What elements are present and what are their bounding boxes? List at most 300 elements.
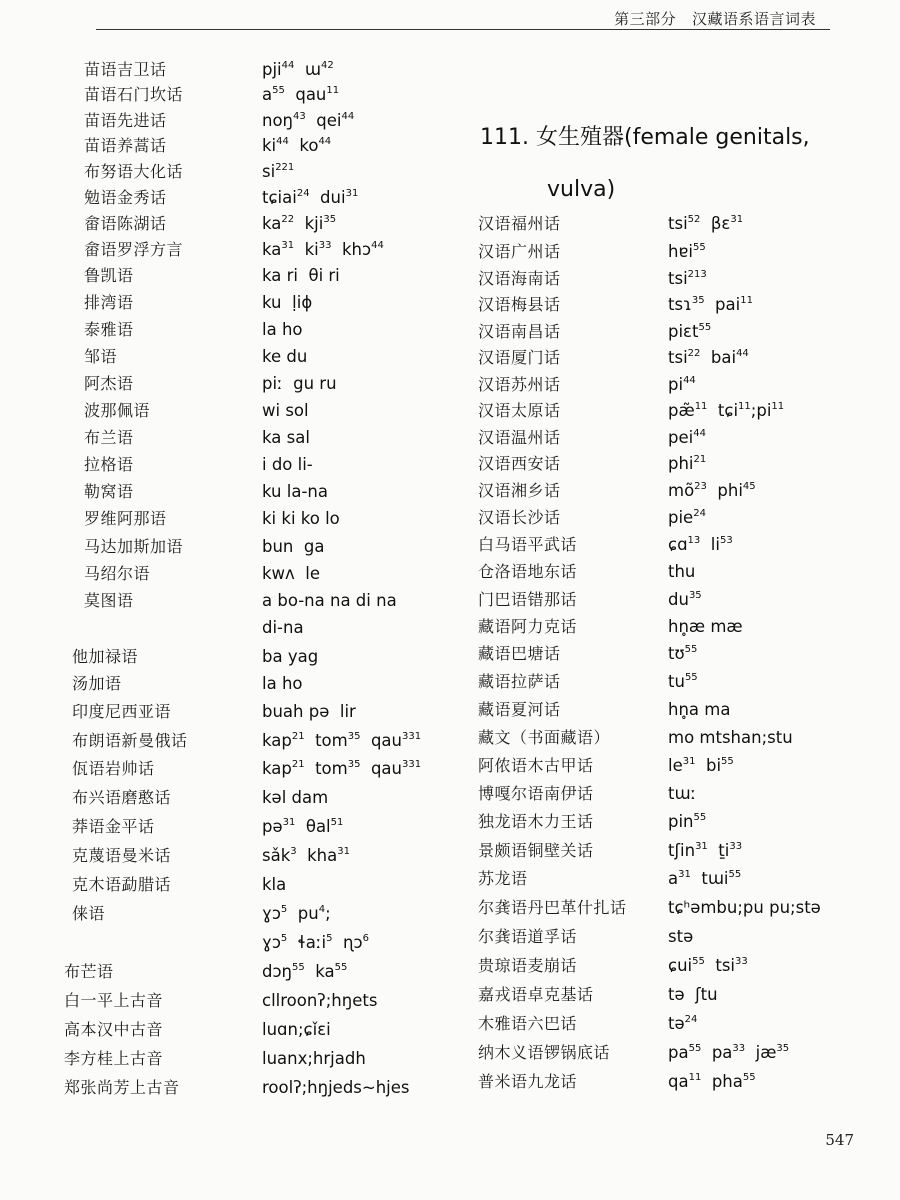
word-form	[668, 451, 706, 477]
language-name: 郑张尚芳上古音	[64, 1078, 180, 1097]
word-form	[668, 669, 698, 695]
form-syllable: ko	[288, 136, 319, 155]
tone-number: 44	[693, 428, 706, 439]
word-form	[262, 756, 421, 782]
tone-number: 21	[291, 731, 305, 742]
form-syllable: dui	[309, 188, 346, 207]
word-form	[668, 866, 741, 892]
form-syllable: ɣɔ	[262, 904, 281, 923]
tone-number: 11	[740, 295, 753, 306]
word-form	[668, 292, 753, 318]
tone-number: 213	[687, 269, 707, 280]
tone-number: 44	[736, 348, 749, 359]
language-name: 波那佩语	[84, 401, 151, 420]
tone-number: 11	[694, 401, 708, 412]
form-syllable: tsi	[668, 269, 688, 288]
word-form	[262, 506, 340, 532]
tone-number: 55	[693, 812, 707, 823]
form-syllable: qau	[360, 759, 403, 778]
form-syllable: roolʔ;hŋjeds~hjes	[262, 1078, 410, 1097]
word-form	[262, 901, 331, 927]
form-syllable: pə	[262, 817, 283, 836]
language-name: 尔龚语丹巴革什扎话	[478, 898, 627, 917]
tone-number: 35	[347, 731, 361, 742]
language-name: 排湾语	[84, 293, 134, 312]
word-form	[668, 924, 693, 950]
form-syllable: kəl dam	[262, 788, 329, 807]
tone-number: 55	[684, 672, 698, 683]
language-name: 汤加语	[72, 674, 122, 693]
tone-number: 55	[272, 85, 285, 96]
language-name: 白马语平武话	[478, 535, 578, 554]
form-syllable: kwʌ le	[262, 564, 321, 583]
form-syllable: pin	[668, 812, 694, 831]
language-name: 克蔑语曼米话	[72, 846, 172, 865]
language-name: 苗语先进话	[84, 111, 167, 130]
form-syllable: jæ	[745, 1043, 777, 1062]
form-syllable: ke du	[262, 347, 308, 366]
form-syllable: sǎk	[262, 846, 291, 865]
language-name: 景颇语铜壁关话	[478, 841, 594, 860]
form-syllable: stə	[668, 927, 694, 946]
tone-number: 31	[282, 817, 296, 828]
tone-number: 35	[691, 295, 705, 306]
word-form	[668, 697, 730, 723]
form-syllable: tsɿ	[668, 295, 692, 314]
form-syllable: ɣɔ	[262, 933, 281, 952]
form-syllable: tu	[668, 672, 685, 691]
form-syllable: di-na	[262, 618, 304, 637]
form-syllable: pji	[262, 60, 282, 79]
form-syllable: wi sol	[262, 401, 309, 420]
form-syllable: cllroonʔ;hŋets	[262, 991, 378, 1010]
word-form	[262, 211, 336, 237]
language-name: 汉语厦门话	[478, 348, 561, 367]
tone-number: 44	[281, 60, 295, 71]
word-form	[262, 479, 328, 505]
form-syllable: bi	[695, 756, 722, 775]
tone-number: 5	[280, 904, 288, 915]
language-name: 马达加斯加语	[84, 537, 184, 556]
tone-number: 43	[293, 111, 306, 122]
form-syllable: kha	[296, 846, 338, 865]
word-form	[668, 532, 733, 558]
form-syllable: tə ʃtu	[668, 985, 718, 1004]
tone-number: 22	[687, 348, 701, 359]
tone-number: 22	[281, 214, 295, 225]
form-syllable: ;	[325, 904, 331, 923]
language-name: 门巴语错那话	[478, 590, 578, 609]
tone-number: 45	[742, 481, 756, 492]
word-form	[668, 953, 748, 979]
language-name: 汉语广州话	[478, 242, 561, 261]
section-heading	[480, 112, 860, 216]
language-name: 布朗语新曼俄话	[72, 731, 188, 750]
word-form	[262, 699, 356, 725]
language-name: 阿侬语木古甲话	[478, 756, 594, 775]
word-form	[262, 588, 397, 614]
form-syllable: a	[668, 869, 679, 888]
form-syllable: la ho	[262, 320, 303, 339]
tone-number: 55	[688, 1043, 702, 1054]
language-name: 畲语罗浮方言	[84, 240, 184, 259]
tone-number: 31	[695, 841, 708, 852]
form-syllable: si	[262, 162, 276, 181]
tone-number: 33	[729, 841, 743, 852]
tone-number: 35	[688, 590, 702, 601]
form-syllable: la ho	[262, 674, 303, 693]
form-syllable: ɬaːi	[287, 933, 327, 952]
tone-number: 33	[732, 1043, 746, 1054]
form-syllable: pa	[668, 1043, 689, 1062]
word-form	[262, 263, 340, 289]
section-title-line1: 女生殖器(female genitals,	[535, 125, 810, 150]
language-name: 马绍尔语	[84, 564, 151, 583]
word-form	[262, 237, 384, 263]
word-form	[262, 290, 312, 316]
language-name: 罗维阿那语	[84, 509, 167, 528]
form-syllable: ɯ	[294, 60, 321, 79]
word-form	[668, 425, 706, 451]
form-syllable: tɕiai	[262, 188, 297, 207]
word-form	[262, 728, 421, 754]
tone-number: 221	[275, 162, 295, 173]
tone-number: 31	[337, 846, 350, 857]
form-syllable: pie	[668, 508, 694, 527]
language-name: 泰雅语	[84, 320, 134, 339]
form-syllable: khɔ	[331, 240, 372, 259]
form-syllable: tʃin	[668, 841, 696, 860]
language-name: 布兴语磨憨话	[72, 788, 172, 807]
language-name: 苗语吉卫话	[84, 60, 167, 79]
form-syllable: kla	[262, 875, 287, 894]
form-syllable: du	[668, 590, 689, 609]
word-form	[262, 959, 347, 985]
tone-number: 31	[678, 869, 691, 880]
tone-number: 13	[687, 535, 701, 546]
form-syllable: ka	[262, 240, 282, 259]
language-name: 藏语巴塘话	[478, 644, 561, 663]
form-syllable: tə	[668, 1014, 685, 1033]
tone-number: 31	[281, 240, 295, 251]
form-syllable: thu	[668, 562, 696, 581]
word-form	[262, 159, 294, 185]
word-form	[262, 185, 358, 211]
form-syllable: a	[262, 85, 273, 104]
language-name: 他加禄语	[72, 647, 139, 666]
form-syllable: bai	[700, 348, 737, 367]
word-form	[262, 82, 339, 108]
tone-number: 44	[276, 136, 289, 147]
form-syllable: phi	[668, 454, 694, 473]
tone-number: 5	[280, 933, 288, 944]
header-title: 汉藏语系语言词表	[691, 10, 816, 28]
language-name: 汉语海南话	[478, 269, 561, 288]
language-name: 汉语湘乡话	[478, 481, 561, 500]
form-syllable: ka	[262, 214, 282, 233]
form-syllable: ka	[304, 962, 335, 981]
section-title-line2: vulva)	[547, 177, 616, 202]
tone-number: 33	[318, 240, 332, 251]
tone-number: 11	[738, 401, 751, 412]
form-syllable: qau	[360, 731, 403, 750]
form-syllable: dɔŋ	[262, 962, 292, 981]
word-form	[668, 319, 711, 345]
word-form	[262, 561, 320, 587]
language-name: 独龙语木力王话	[478, 812, 594, 831]
language-name: 汉语温州话	[478, 428, 561, 447]
word-form	[262, 671, 303, 697]
form-syllable: hn̥a ma	[668, 700, 731, 719]
form-syllable: ka sal	[262, 428, 310, 447]
form-syllable: luanx;hrjadh	[262, 1049, 366, 1068]
form-syllable: tsi	[704, 956, 735, 975]
word-form	[668, 982, 718, 1008]
tone-number: 55	[334, 962, 348, 973]
form-syllable: pu	[287, 904, 319, 923]
word-form	[262, 371, 337, 397]
tone-number: 24	[296, 188, 310, 199]
tone-number: 11	[771, 401, 785, 412]
form-syllable: tsi	[668, 348, 688, 367]
language-name: 克木语勐腊话	[72, 875, 172, 894]
word-form	[668, 266, 707, 292]
language-name: 李方桂上古音	[64, 1049, 164, 1068]
word-form	[262, 615, 304, 641]
form-syllable: ;pi	[750, 401, 772, 420]
word-form	[262, 344, 307, 370]
word-form	[668, 614, 743, 640]
tone-number: 331	[402, 731, 422, 742]
tone-number: 11	[688, 1072, 702, 1083]
word-form	[668, 211, 743, 237]
form-syllable: pi	[668, 375, 684, 394]
language-name: 仓洛语地东话	[478, 562, 578, 581]
language-name: 莽语金平话	[72, 817, 155, 836]
word-form	[668, 753, 734, 779]
word-form	[668, 809, 706, 835]
form-syllable: buah pə lir	[262, 702, 356, 721]
language-name: 高本汉中古音	[64, 1020, 164, 1039]
word-form	[262, 930, 369, 956]
language-name: 阿杰语	[84, 374, 134, 393]
language-name: 佤语岩帅话	[72, 759, 155, 778]
tone-number: 55	[692, 242, 706, 253]
header-rule	[96, 29, 830, 30]
tone-number: 24	[693, 508, 706, 519]
form-syllable: ki	[262, 136, 277, 155]
language-name: 藏语夏河话	[478, 700, 561, 719]
word-form	[668, 725, 793, 751]
language-name: 汉语西安话	[478, 454, 561, 473]
word-form	[262, 785, 328, 811]
word-form	[668, 1011, 697, 1037]
language-name: 纳木义语锣锅底话	[478, 1043, 611, 1062]
form-syllable: tɕʰəmbu;pu pu;stə	[668, 898, 821, 917]
form-syllable: ka ri θi ri	[262, 266, 340, 285]
form-syllable: i do li-	[262, 455, 313, 474]
tone-number: 44	[341, 111, 355, 122]
form-syllable: pai	[704, 295, 741, 314]
tone-number: 24	[684, 1014, 698, 1025]
tone-number: 35	[347, 759, 361, 770]
tone-number: 55	[292, 962, 305, 973]
section-number: 111.	[480, 125, 529, 150]
word-form	[262, 57, 334, 83]
form-syllable: ku la-na	[262, 482, 328, 501]
word-form	[668, 1040, 789, 1066]
language-name: 汉语长沙话	[478, 508, 561, 527]
tone-number: 35	[323, 214, 337, 225]
form-syllable: ṯi	[707, 841, 730, 860]
form-syllable: qau	[284, 85, 327, 104]
word-form	[262, 814, 343, 840]
running-header	[0, 0, 900, 34]
form-syllable: piɛt	[668, 322, 699, 341]
word-form	[262, 452, 313, 478]
word-form	[668, 559, 695, 585]
tone-number: 52	[687, 214, 701, 225]
language-name: 布努语大化话	[84, 162, 184, 181]
tone-number: 53	[719, 535, 733, 546]
language-name: 鲁凯语	[84, 266, 134, 285]
language-name: 博嘎尔语南伊话	[478, 784, 594, 803]
form-syllable: mõ	[668, 481, 695, 500]
tone-number: 55	[742, 1072, 756, 1083]
tone-number: 44	[371, 240, 384, 251]
word-form	[262, 988, 377, 1014]
language-name: 印度尼西亚语	[72, 702, 172, 721]
word-form	[668, 641, 697, 667]
language-name: 藏语拉萨话	[478, 672, 561, 691]
form-syllable: hn̥æ mæ	[668, 617, 743, 636]
word-form	[668, 587, 702, 613]
word-form	[262, 1017, 331, 1043]
header-part: 第三部分	[614, 10, 677, 28]
language-name: 普米语九龙话	[478, 1072, 578, 1091]
tone-number: 44	[318, 136, 332, 147]
form-syllable: li	[700, 535, 720, 554]
language-name: 白一平上古音	[64, 991, 164, 1010]
word-form	[668, 239, 706, 265]
word-form	[668, 505, 706, 531]
tone-number: 31	[345, 188, 359, 199]
word-form	[262, 644, 318, 670]
language-name: 贵琼语麦崩话	[478, 956, 578, 975]
form-syllable: tom	[304, 759, 348, 778]
form-syllable: a bo-na na di na	[262, 591, 397, 610]
word-form	[262, 133, 331, 159]
word-form	[668, 781, 696, 807]
form-syllable: pa	[701, 1043, 733, 1062]
tone-number: 42	[320, 60, 334, 71]
form-syllable: noŋ	[262, 111, 294, 130]
tone-number: 35	[776, 1043, 790, 1054]
tone-number: 3	[290, 846, 297, 857]
form-syllable: pha	[701, 1072, 743, 1091]
tone-number: 33	[735, 956, 748, 967]
word-form	[668, 478, 756, 504]
language-name: 藏语阿力克话	[478, 617, 578, 636]
tone-number: 23	[694, 481, 707, 492]
tone-number: 51	[330, 817, 344, 828]
tone-number: 11	[326, 85, 340, 96]
form-syllable: mo mtshan;stu	[668, 728, 793, 747]
form-syllable: kji	[294, 214, 324, 233]
form-syllable: βɛ	[700, 214, 731, 233]
word-form	[262, 1046, 366, 1072]
form-syllable: phi	[706, 481, 743, 500]
language-name: 尔龚语道孚话	[478, 927, 578, 946]
word-form	[262, 1075, 410, 1101]
form-syllable: kap	[262, 759, 292, 778]
form-syllable: bun ga	[262, 537, 325, 556]
form-syllable: ki ki ko lo	[262, 509, 340, 528]
tone-number: 44	[683, 375, 696, 386]
form-syllable: hɐi	[668, 242, 693, 261]
language-name: 苗语养蒿话	[84, 136, 167, 155]
language-name: 拉格语	[84, 455, 134, 474]
language-name: 木雅语六巴话	[478, 1014, 578, 1033]
tone-number: 55	[698, 322, 712, 333]
word-form	[668, 372, 696, 398]
word-form	[668, 398, 784, 424]
form-syllable: piː gu ru	[262, 374, 337, 393]
header-text	[614, 8, 816, 29]
form-syllable: ba yag	[262, 647, 319, 666]
word-form	[262, 843, 350, 869]
language-name: 布兰语	[84, 428, 134, 447]
language-name: 苗语石门坎话	[84, 85, 184, 104]
word-form	[262, 108, 354, 134]
form-syllable: ɳɔ	[332, 933, 363, 952]
tone-number: 21	[693, 454, 707, 465]
form-syllable: tɯi	[690, 869, 729, 888]
word-form	[668, 838, 742, 864]
tone-number: 4	[318, 904, 326, 915]
language-name: 布芒语	[64, 962, 114, 981]
language-name: 汉语福州话	[478, 214, 561, 233]
language-name: 汉语梅县话	[478, 295, 561, 314]
word-form	[668, 1069, 756, 1095]
form-syllable: tɯː	[668, 784, 697, 803]
language-name: 畲语陈湖话	[84, 214, 167, 233]
language-name: 嘉戎语卓克基话	[478, 985, 594, 1004]
word-form	[262, 534, 324, 560]
form-syllable: tɕi	[707, 401, 739, 420]
tone-number: 331	[402, 759, 422, 770]
tone-number: 21	[291, 759, 305, 770]
tone-number: 6	[362, 933, 369, 944]
tone-number: 5	[326, 933, 333, 944]
form-syllable: ɕɑ	[668, 535, 688, 554]
form-syllable: pæ̃	[668, 401, 695, 420]
form-syllable: tom	[304, 731, 348, 750]
language-name: 邹语	[84, 347, 118, 366]
form-syllable: qei	[305, 111, 342, 130]
tone-number: 31	[730, 214, 744, 225]
language-name: 藏文（书面藏语）	[478, 728, 611, 747]
form-syllable: tʊ	[668, 644, 685, 663]
language-name: 勉语金秀话	[84, 188, 167, 207]
form-syllable: kap	[262, 731, 292, 750]
language-name: 汉语太原话	[478, 401, 561, 420]
word-form	[262, 317, 303, 343]
form-syllable: ki	[294, 240, 319, 259]
language-name: 汉语南昌话	[478, 322, 561, 341]
form-syllable: tsi	[668, 214, 688, 233]
language-name: 俫语	[72, 904, 106, 923]
